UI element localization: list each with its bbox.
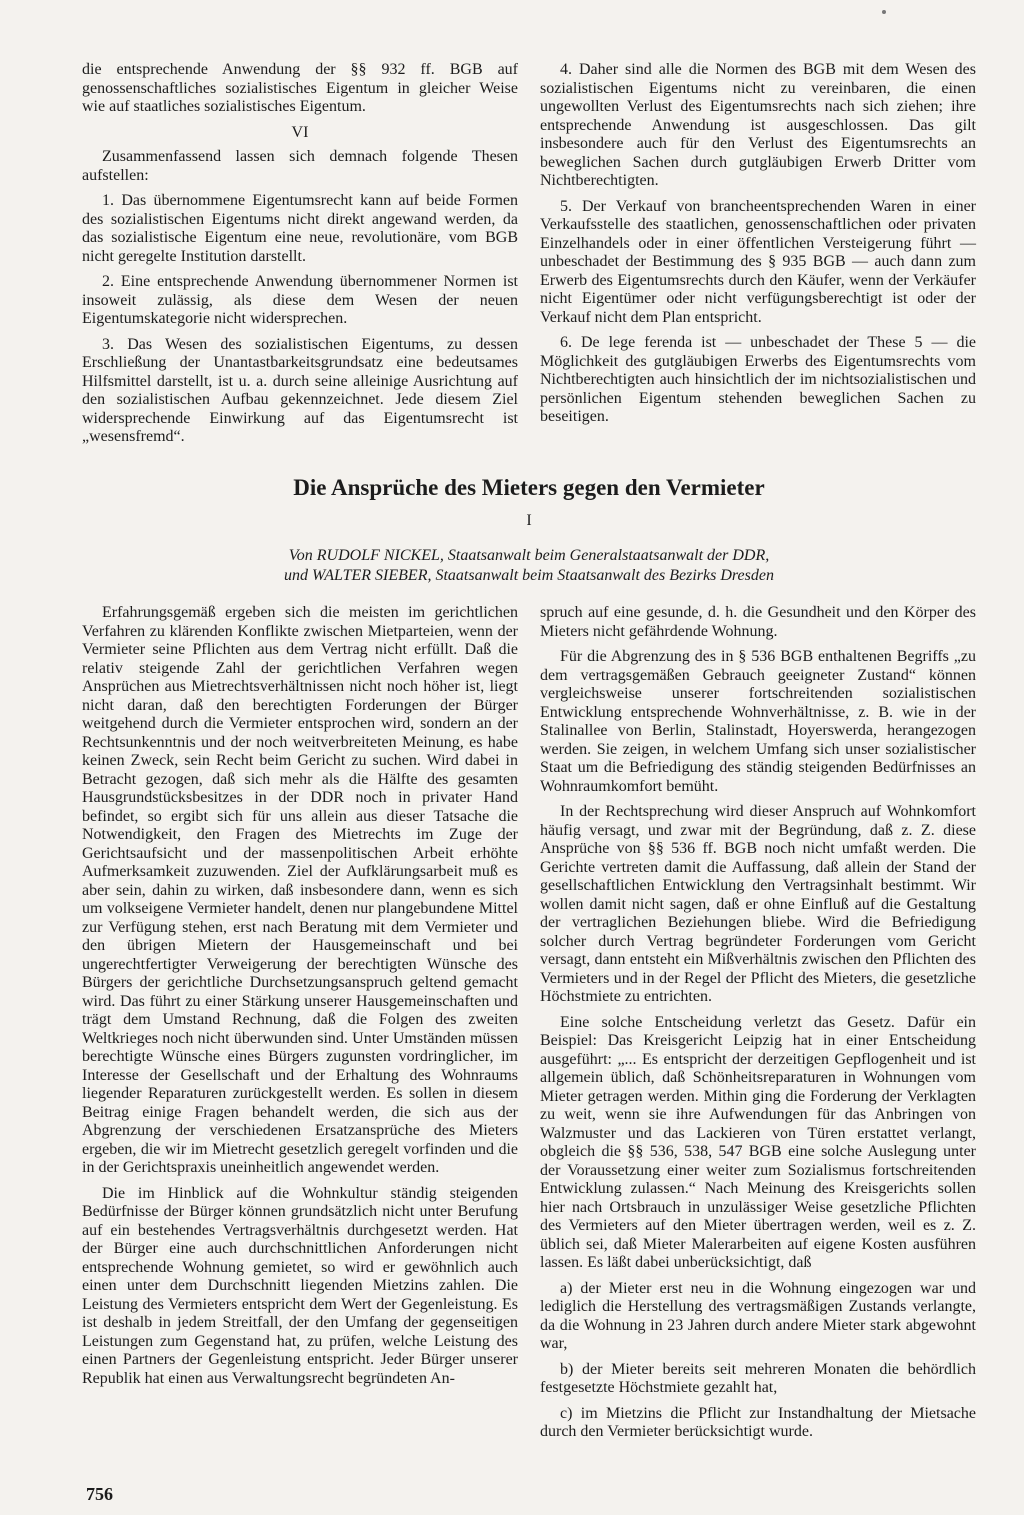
thesis-5: 5. Der Verkauf von brancheentsprechenden Waren in einer Verkaufsstelle des staatlichen, genossenschaftlichen oder privaten Einzelhandels oder in einer öffentlichen Versteigerung führt — unbeschadet der Bestimmung des § 935 BGB — auch dann zum Erwerb des Eigentumsrechts durch den Käufer, wenn der Verkäufer nicht Eigentümer oder nicht verfügungsberechtigt ist oder der Verkauf nicht dem Plan entspricht. [540, 197, 976, 326]
paragraph: spruch auf eine gesunde, d. h. die Gesundheit und den Körper des Mieters nicht gefährdende Wohnung. [540, 604, 976, 640]
list-item-a: a) der Mieter erst neu in die Wohnung eingezogen war und lediglich die Herstellung des vertragsmäßigen Zustands verlangte, da die Wohnung in 23 Jahren durch andere Mieter stark abgewohnt war, [540, 1279, 976, 1352]
article-title: Die Ansprüche des Mieters gegen den Vermieter [293, 475, 765, 500]
top-right-column [540, 61, 976, 434]
article-authors [82, 546, 976, 586]
thesis-4: 4. Daher sind alle die Normen des BGB mit dem Wesen des sozialistischen Eigentums nicht zu vereinbaren, die einen ungewollten Verlust des Eigentumsrechts nach sich ziehen; ihre entsprechende Anwendung ist ausgeschlossen. Das gilt insbesondere auch für den Verlust des Eigentumsrechts an beweglichen Sachen durch gutgläubigen Erwerb Dritter vom Nichtberechtigten. [540, 61, 976, 189]
thesis-2: 2. Eine entsprechende Anwendung übernommener Normen ist insoweit zulässig, als diese dem Wesen der neuen Eigentumskategorie nicht widersprechen. [82, 273, 518, 327]
top-left-column [82, 61, 518, 454]
thesis-6: 6. De lege ferenda ist — unbeschadet der These 5 — die Möglichkeit des gutgläubigen Erwerbs des Eigentumsrechts vom Nichtberechtigten auch hinsichtlich der im nichtsozialistischen und persönlichen Eigentum stehenden beweglichen Sachen zu beseitigen. [540, 334, 976, 425]
scan-speck [882, 10, 886, 14]
paragraph: In der Rechtsprechung wird dieser Anspruch auf Wohnkomfort häufig versagt, und zwar mit der Begründung, daß z. Z. diese Ansprüche von §§ 536 ff. BGB noch nicht umfaßt werden. Die Gerichte vertreten damit die Auffassung, daß allein der Stand der gesellschaftlichen Entwicklung den Vertragsinhalt bestimmt. Wir wollen damit nicht sagen, daß er ohne Einfluß auf die Gestaltung der vertraglichen Beziehungen bliebe. Wird die Befriedigung solcher durch Vertrag begründeter Forderungen vom Gericht versagt, dann entsteht ein Mißverhältnis zwischen den Pflichten des Vermieters und in der Regel der Pflicht des Mieters, die gesetzliche Höchstmiete zu entrichten. [540, 803, 976, 1005]
article-section-numeral: I [526, 512, 532, 529]
paragraph: Zusammenfassend lassen sich demnach folgende Thesen aufstellen: [82, 148, 518, 184]
thesis-1: 1. Das übernommene Eigentumsrecht kann auf beide Formen des sozialistischen Eigentums nicht direkt angewand werden, da das sozialistische Eigentum eine neue, revolutionäre, vom BGB nicht geregelte Institution darstellt. [82, 192, 518, 265]
list-item-b: b) der Mieter bereits seit mehreren Monaten die behördlich festgesetzte Höchstmiete gezahlt hat, [540, 1360, 976, 1396]
thesis-3: 3. Das Wesen des sozialistischen Eigentums, zu dessen Erschließung der Unantastbarkeitsgrundsatz eine bedeutsames Hilfsmittel darstellt, ist u. a. durch seine alleinige Ausrichtung auf den sozialistischen Aufbau gekennzeichnet. Jede diesem Ziel widersprechende Einwirkung auf das Eigentumsrecht ist „wesensfremd“. [82, 335, 518, 445]
authors-line-2: und WALTER SIEBER, Staatsanwalt beim Staatsanwalt des Bezirks Dresden [284, 567, 774, 584]
paragraph: Für die Abgrenzung des in § 536 BGB enthaltenen Begriffs „zu dem vertragsgemäßen Gebrauch geeigneter Zustand“ können vergleichsweise unserer fortschreitenden sozialistischen Entwicklung entsprechende Wohnverhältnisse, z. B. wie in der Stalinallee von Berlin, Stalinstadt, Hoyerswerda, herangezogen werden. Sie zeigen, in welchem Umfang sich unser sozialistischer Staat um die Befriedigung des ständig steigenden Bedürfnisses an Wohnraumkomfort bemüht. [540, 648, 976, 795]
paragraph: Die im Hinblick auf die Wohnkultur ständig steigenden Bedürfnisse der Bürger können grundsätzlich nicht unter Berufung auf ein bestehendes Vertragsverhältnis durchgesetzt werden. Hat der Bürger eine auch durchschnittlichen Anforderungen nicht entsprechende Wohnung gemietet, so wird er gewöhnlich auch einen unter dem Durchschnitt liegenden Mietzins zahlen. Die Leistung des Vermieters entspricht dem Wert der Gegenleistung. Es ist deshalb in jedem Streitfall, der den Umfang der gegenseitigen Leistungen zum Gegenstand hat, zu prüfen, welche Leistung des einen Partners der Gegenleistung entspricht. Jeder Bürger unserer Republik hat einen aus Verwaltungsrecht begründeten An- [82, 1184, 518, 1387]
paragraph: die entsprechende Anwendung der §§ 932 ff. BGB auf genossenschaftliches sozialistisches Eigentum in gleicher Weise wie auf staatliches sozialistisches Eigentum. [82, 61, 518, 115]
page-number: 756 [86, 1484, 113, 1504]
paragraph: Eine solche Entscheidung verletzt das Gesetz. Dafür ein Beispiel: Das Kreisgericht Leipzig hat in einer Entscheidung ausgeführt: „... Es entspricht der derzeitigen Gepflogenheit und ist allgemein üblich, daß Schönheitsreparaturen in Wohnungen vom Mieter getragen werden. Mithin ging die Forderung der Verklagten zu weit, wenn sie ihre Aufwendungen für das Anbringen von Walzmuster und das Lackieren von Türen erstattet verlangt, obgleich die §§ 536, 538, 547 BGB eine solche Auslegung unter der Voraussetzung einer weiter zum Sozialismus fortschreitenden Entwicklung zulassen.“ Nach Meinung des Kreisgerichts sollen hier nach Ortsbrauch in unzulässiger Weise gesetzliche Pflichten des Vermieters auf den Mieter übertragen werden, weil es z. Z. üblich sei, daß Mieter Malerarbeiten auf eigene Kosten ausführen lassen. Es läßt dabei unberücksichtigt, daß [540, 1013, 976, 1271]
list-item-c: c) im Mietzins die Pflicht zur Instandhaltung der Mietsache durch den Vermieter berücksichtigt wurde. [540, 1404, 976, 1440]
authors-line-1: Von RUDOLF NICKEL, Staatsanwalt beim Generalstaatsanwalt der DDR, [288, 547, 770, 564]
bottom-right-column [540, 604, 976, 1449]
bottom-left-column [82, 604, 518, 1395]
section-numeral: VI [291, 123, 309, 141]
paragraph: Erfahrungsgemäß ergeben sich die meisten im gerichtlichen Verfahren zu klärenden Konflikte zwischen Mietparteien, wenn der Vermieter seine Pflichten aus dem Vertrag nicht erfüllt. Daß die relativ steigende Zahl der gerichtlichen Verfahren wegen Ansprüchen aus Mietrechtsverhältnissen nicht noch höher ist, liegt nicht daran, daß den berechtigten Forderungen der Bürger weitgehend durch die Vermieter entsprochen wird, sondern an der Rechtsunkenntnis und der noch weitverbreiteten Meinung, es habe keinen Zweck, sein Recht beim Gericht zu suchen. Wird dabei in Betracht gezogen, daß sich mehr als die Hälfte des gesamten Hausgrundstücksbesitzes in der DDR noch in privater Hand befindet, so ergibt sich für uns allein aus dieser Tatsache die Notwendigkeit, den Fragen des Mietrechts im Zuge der Gerichtsaufsicht und der massenpolitischen Arbeit erhöhte Aufmerksamkeit zuzuwenden. Ziel der Aufklärungsarbeit muß es aber sein, dahin zu wirken, daß insbesondere dann, wenn es sich um volkseigene Vermieter handelt, denen nur plangebundene Mittel zur Verfügung stehen, erst nach Beratung mit dem Vermieter und den übrigen Mietern der Hausgemeinschaft und bei ungerechtfertigter Verweigerung der berechtigten Wünsche des Bürgers der gerichtliche Durchsetzungsanspruch geltend gemacht wird. Das führt zu einer Stärkung unserer Hausgemeinschaften und trägt dem Umstand Rechnung, daß die Folgen des zweiten Weltkrieges noch nicht überwunden sind. Unter Umständen müssen berechtigte Wünsche eines Bürgers zugunsten vordringlicher, im Interesse der Gesellschaft und der Erhaltung des Wohnraums liegender Reparaturen zurückgestellt werden. Es sollen in diesem Beitrag einige Fragen behandelt werden, die sich aus der Abgrenzung der verschiedenen Ersatzansprüche des Mieters ergeben, die wir im Mietrecht gesetzlich geregelt vorfinden und die in der Gerichtspraxis uneinheitlich angewendet werden. [82, 604, 518, 1176]
